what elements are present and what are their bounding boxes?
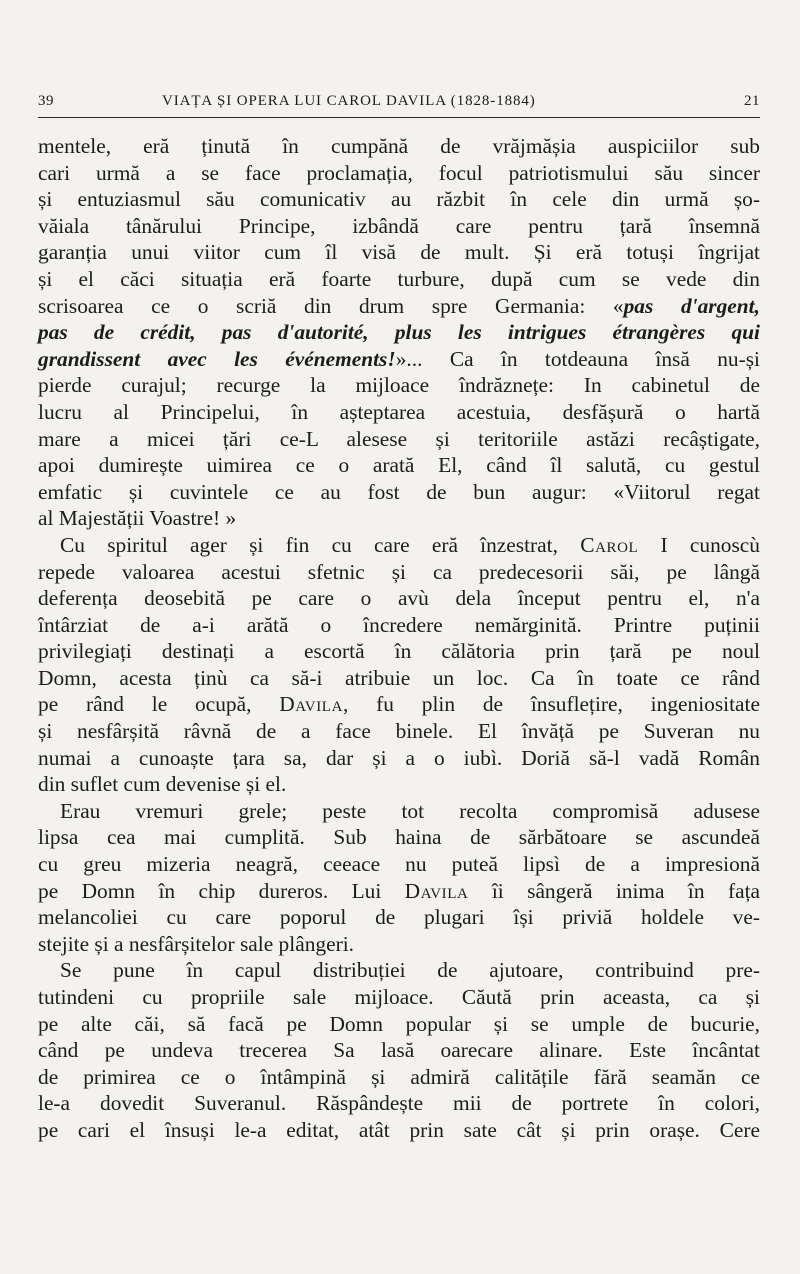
text-line: al Majestății Voastre! » — [38, 506, 237, 531]
text-line: văiala tânărului Principe, izbândă care pentru țară însemnă — [38, 213, 760, 238]
text-line: lucru al Principelui, în așteptarea acestuia, desfășură o hartă — [38, 399, 760, 424]
quote-open: « — [612, 293, 624, 318]
text-line: le-a dovedit Suveranul. Răspândește mii de portrete în colori, — [38, 1091, 760, 1116]
text-line: tutindeni cu propriile sale mijloace. Căută prin aceasta, ca și — [38, 985, 760, 1009]
french-quote: grandissent avec les événements! — [38, 346, 396, 371]
text-segment: I cunoscù — [638, 532, 760, 557]
page-number-left: 39 — [38, 93, 54, 109]
french-quote: pas d'argent, — [623, 293, 760, 318]
text-line: mare a micei țări ce-L alesese și teritoriile astăzi recâștigate, — [38, 426, 760, 451]
text-line: deferența deosebită pe care o avù dela început pentru el, n'a — [38, 586, 760, 611]
text-line — [38, 691, 760, 718]
text-segment: îi sângeră inima în fața — [468, 878, 761, 903]
text-line: cu greu mizeria neagră, ceeace nu puteă lipsì de a impresionă — [38, 852, 760, 877]
text-line: repede valoarea acestui sfetnic și ca predecesorii săi, pe lângă — [38, 559, 760, 584]
text-line: lipsa cea mai cumplită. Sub haina de sărbătoare se ascundeă — [38, 825, 760, 850]
text-line: melancoliei cu care poporul de plugari își priviă holdele ve- — [38, 905, 760, 930]
header-rule — [38, 117, 760, 118]
text-line — [38, 293, 760, 320]
name-carol: Carol — [580, 532, 639, 557]
text-line: Domn, acesta ținù ca să-i atribuie un loc. Ca în toate ce rând — [38, 665, 760, 690]
text-line — [38, 532, 760, 559]
text-line: garanția unui viitor cum îl visă de mult. Și eră totuși îngrijat — [38, 240, 760, 265]
text-line: și entuziasmul său comunicativ au răzbit în cele din urmă șo- — [38, 187, 760, 212]
text-line: cari urmă a se face proclamația, focul patriotismului său sincer — [38, 160, 760, 185]
text-line: Erau vremuri grele; peste tot recolta compromisă adusese — [60, 798, 760, 823]
text-line — [38, 319, 760, 346]
text-segment: pe Domn în chip dureros. Lui — [38, 878, 405, 903]
text-line — [38, 878, 760, 905]
text-line: mentele, eră ținută în cumpănă de vrăjmășia auspiciilor sub — [38, 134, 760, 158]
text-line: numai a cunoaște țara sa, dar și a o iubì. Doriă să-l vadă Român — [38, 745, 760, 770]
text-line: din suflet cum devenise și el. — [38, 772, 287, 797]
text-line: privilegiați destinați a escortă în călătoria prin țară pe noul — [38, 639, 760, 664]
text-segment: Cu spiritul ager și fin cu care eră înzestrat, — [60, 532, 581, 557]
text-segment: scrisoarea ce o scriă din drum spre Germania: — [38, 293, 613, 318]
text-line: apoi dumirește uimirea ce o arată El, când îl salută, cu gestul — [38, 453, 760, 478]
french-quote: pas de crédit, pas d'autorité, plus les intrigues étrangères qui — [38, 320, 760, 345]
text-line: întârziat de a-i arătă o încredere nemărginită. Printre puținii — [38, 612, 760, 637]
running-header — [38, 93, 760, 119]
text-line: pierde curajul; recurge la mijloace îndrăznețe: In cabinetul de — [38, 373, 760, 398]
text-line: emfatic și cuvintele ce au fost de bun augur: «Viitorul regat — [38, 479, 760, 504]
text-line — [38, 346, 760, 373]
running-title: VIAȚA ȘI OPERA LUI CAROL DAVILA (1828-1884) — [162, 93, 536, 109]
text-line: de primirea ce o întâmpină și admiră calitățile fără seamăn ce — [38, 1064, 760, 1089]
text-line: pe alte căi, să facă pe Domn popular și se umple de bucurie, — [38, 1011, 760, 1036]
text-line: Se pune în capul distribuției de ajutoare, contribuind pre- — [60, 958, 760, 983]
page-number-right: 21 — [744, 93, 760, 109]
text-line: și el căci situația eră foarte turbure, după cum se vede din — [38, 266, 760, 291]
name-davila: Davila — [404, 878, 469, 903]
text-line: pe cari el însuși le-a editat, atât prin sate cât și prin orașe. Cere — [38, 1117, 760, 1142]
text-line: și nesfârșită râvnă de a face binele. El învăță pe Suveran nu — [38, 719, 760, 744]
text-segment: pe rând le ocupă, — [38, 692, 280, 717]
text-line: când pe undeva trecerea Sa lasă oarecare alinare. Este încântat — [38, 1038, 760, 1063]
text-segment: ... Ca în totdeauna însă nu-și — [406, 346, 760, 371]
text-line: stejite și a nesfârșitelor sale plângeri. — [38, 931, 354, 956]
text-segment: , fu plin de însuflețire, ingeniositate — [343, 692, 760, 717]
name-davila: Davila — [279, 692, 344, 717]
body-text — [38, 133, 760, 1144]
quote-close: » — [395, 346, 407, 371]
